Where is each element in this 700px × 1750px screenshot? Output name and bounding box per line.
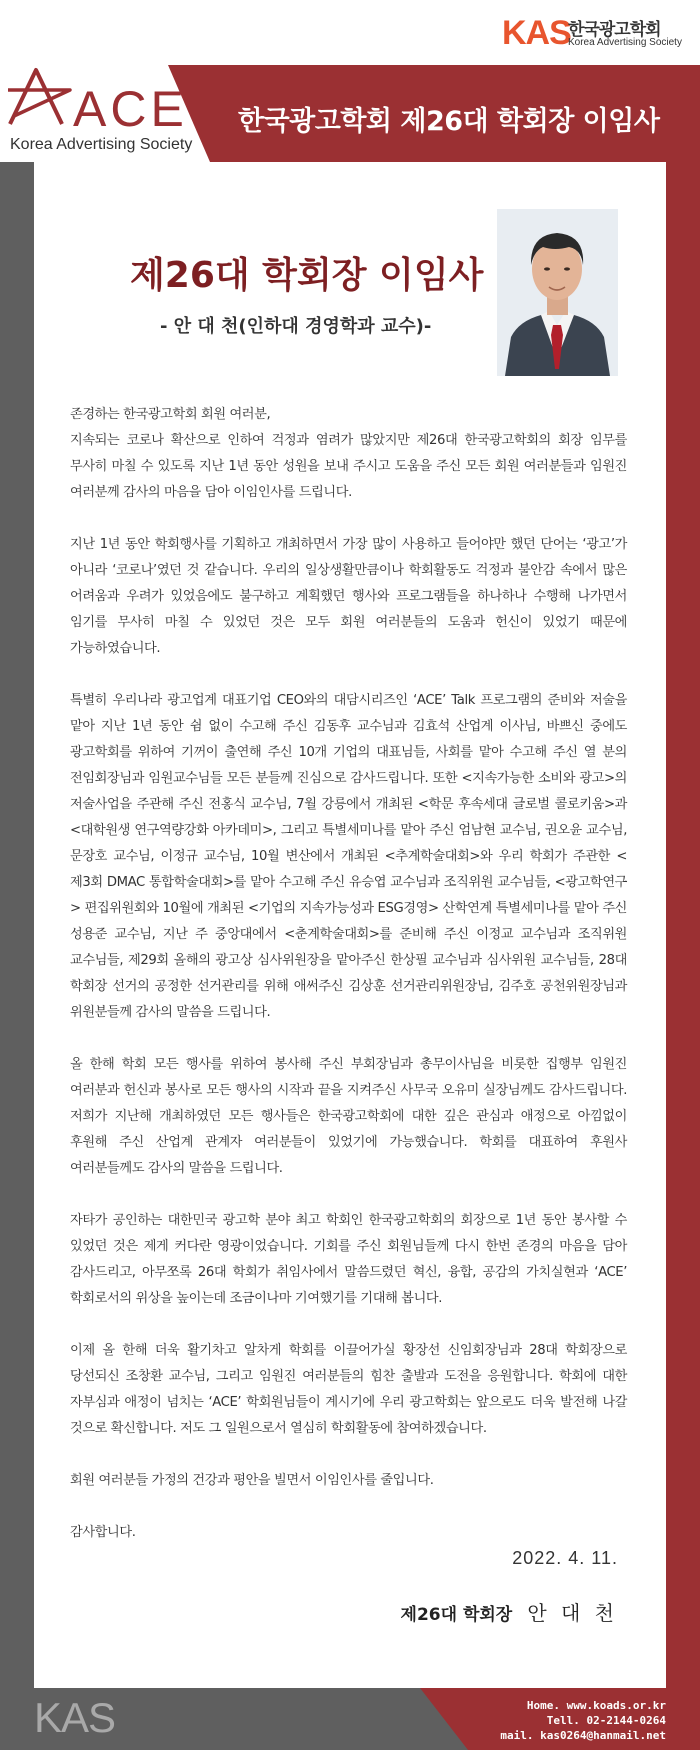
paragraph-thanks-programs: 특별히 우리나라 광고업계 대표기업 CEO와의 대담시리즈인 ‘ACE’ Talk 프로그램의 준비와 저술을 맡아 지난 1년 동안 쉼 없이 수고해 주신 김동후 교수님과 김효석 산업계 이사님, 바쁘신 중에도 광고학회를 위하여 기꺼이 출연해 주신 10개 기업의 대표님들, 사회를 맡아 수고해 주신 열 분의 전임회장님과 임원교수님들 모든 분들께 진심으로 감사드립니다. 또한 <지속가능한 소비와 광고>의 저술사업을 주관해 주신 전홍식 교수님, 7월 강릉에서 개최된 <학문 후속세대 글로벌 콜로키움>과 <대학원생 연구역량강화 아카데미>, 그리고 특별세미나를 맡아 주신 엄남현 교수님, 권오윤 교수님, 문장호 교수님, 이정규 교수님, 10월 변산에서 개최된 <추계학술대회>와 우리 학회가 주관한 <제3회 DMAC 통합학술대회>를 맡아 수고해 주신 유승엽 교수님과 조직위원 교수님들, <광고학연구> 편집위원회와 10월에 개최된 <기업의 지속가능성과 ESG경영> 산학연계 특별세미나를 맡아 주신 성용준 교수님, 지난 주 중앙대에서 <춘계학술대회>를 준비해 주신 이정교 교수님과 조직위원 교수님들, 제29회 올해의 광고상 심사위원장을 맡아주신 한상필 교수님과 심사위원 교수님들, 28대 학회장 선거의 공정한 선거관리를 위해 애써주신 김상훈 선거관리위원장님, 김주호 공천위원장님과 위원분들께 감사의 말씀을 드립니다. [70, 693, 627, 1020]
ace-star-icon [6, 64, 76, 134]
author-portrait [497, 209, 618, 376]
letter-subtitle: - 안 대 천(인하대 경영학과 교수)- [160, 316, 432, 337]
footer-home-link[interactable]: Home. www.koads.or.kr [526, 1699, 666, 1712]
ace-logo-subtitle: Korea Advertising Society [10, 136, 193, 153]
kas-logo-name: 한국광고학회 [568, 20, 661, 40]
paragraph-thanks-staff: 올 한해 학회 모든 행사를 위하여 봉사해 주신 부회장님과 총무이사님을 비롯한 집행부 임원진 여러분과 헌신과 봉사로 모든 행사의 시작과 끝을 지켜주신 사무국 오유미 실장님께도 감사드립니다. 저희가 지난해 개최하였던 모든 행사들은 한국광고학회에 대한 깊은 관심과 애정으로 아낌없이 후원해 주신 산업계 관계자 여러분들이 있었기에 가능했습니다. 학회를 대표하여 후원사 여러분들께도 감사의 말씀을 드립니다. [70, 1057, 627, 1176]
paragraph-closing: 회원 여러분들 가정의 건강과 평안을 빌면서 이임인사를 줄입니다. [70, 1473, 434, 1488]
letter-date: 2022. 4. 11. [512, 1548, 618, 1568]
letter-body [70, 402, 627, 1546]
paragraph-thanks: 감사합니다. [70, 1525, 136, 1540]
signer-name: 안 대 천 [527, 1601, 618, 1625]
paragraph-successor: 이제 올 한해 더욱 활기차고 알차게 학회를 이끌어가실 황장선 신임회장님과 28대 학회장으로 당선되신 조창환 교수님, 그리고 임원진 여러분들의 힘찬 출발과 도전을 응원합니다. 학회에 대한 자부심과 애정이 넘치는 ‘ACE’ 학회원님들이 계시기에 우리 광고학회는 앞으로도 더욱 발전해 나갈 것으로 확신합니다. 저도 그 일원으로서 열심히 학회활동에 참여하겠습니다. [70, 1343, 627, 1436]
ace-logo-text: ACE [73, 81, 188, 137]
portrait-image [497, 209, 618, 376]
footer-contact [500, 1698, 666, 1743]
signature [401, 1597, 618, 1626]
paragraph-honor: 자타가 공인하는 대한민국 광고학 분야 최고 학회인 한국광고학회의 회장으로 1년 동안 봉사할 수 있었던 것은 제게 커다란 영광이었습니다. 기회를 주신 회원님들께 다시 한번 존경의 마음을 담아 감사드리고, 아무쪼록 26대 학회가 취임사에서 말씀드렸던 혁신, 융합, 공감의 가치실현과 ‘ACE’ 학회로서의 위상을 높이는데 조금이나마 기여했기를 기대해 봅니다. [70, 1213, 627, 1306]
kas-top-logo [502, 14, 692, 54]
kas-logo-subtitle: Korea Advertising Society [568, 37, 682, 48]
header-title: 한국광고학회 제26대 학회장 이임사 [238, 106, 660, 137]
ace-logo [6, 64, 206, 159]
right-frame [666, 162, 700, 1688]
kas-logo-mark: KAS [502, 14, 571, 52]
letter-title: 제26대 학회장 이임사 [130, 255, 484, 296]
footer-mail-link[interactable]: mail. kas0264@hanmail.net [500, 1729, 666, 1742]
left-frame [0, 162, 34, 1688]
footer-kas-logo: KAS [34, 1694, 116, 1741]
paragraph-greeting: 존경하는 한국광고학회 회원 여러분, 지속되는 코로나 확산으로 인하여 걱정과 염려가 많았지만 제26대 한국광고학회의 회장 임무를 무사히 마칠 수 있도록 지난 1년 동안 성원을 보내 주시고 도움을 주신 모든 회원 여러분들과 임원진 여러분께 감사의 마음을 담아 이임인사를 드립니다. [70, 407, 627, 500]
paragraph-corona: 지난 1년 동안 학회행사를 기획하고 개최하면서 가장 많이 사용하고 들어야만 했던 단어는 ‘광고’가 아니라 ‘코로나’였던 것 같습니다. 우리의 일상생활만큼이나 학회활동도 걱정과 불안감 속에서 많은 어려움과 우려가 있었음에도 불구하고 계획했던 행사와 프로그램들을 하나하나 수행해 나가면서 임기를 무사히 마칠 수 있었던 것은 모두 회원 여러분들의 도움과 헌신이 있었기 때문에 가능하였습니다. [70, 537, 627, 656]
signer-title: 제26대 학회장 [400, 1605, 513, 1625]
footer-tel: Tell. 02-2144-0264 [546, 1714, 666, 1727]
